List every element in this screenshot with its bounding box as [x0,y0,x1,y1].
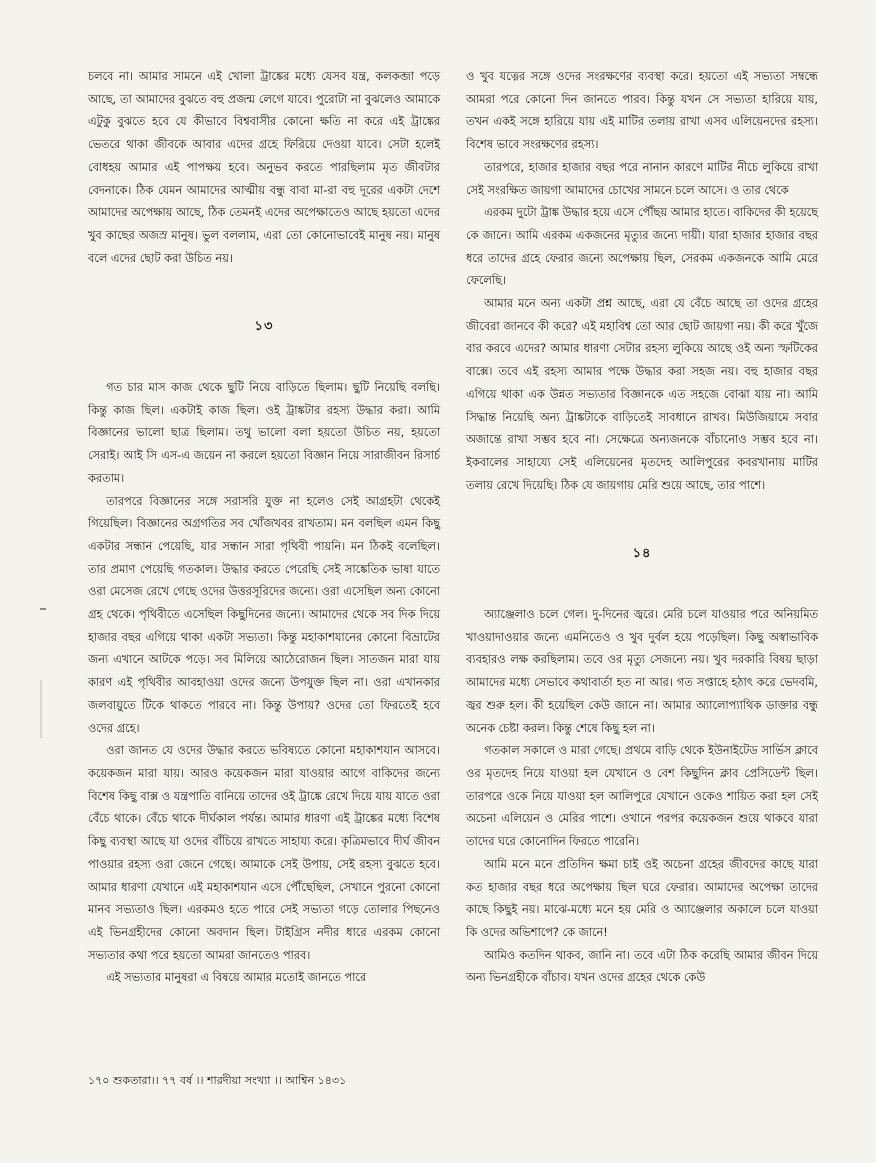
right-paragraph-7: আমি মনে মনে প্রতিদিন ক্ষমা চাই ওই অচেনা গ্রহের জীবদের কাছে যারা কত হাজার বছর ধরে অপেক্ষায় ছিল ঘরে ফেরার। আমাদের অপেক্ষা তাদের কাছে কিছুই নয়। মাঝে-মধ্যে মনে হয় মেরি ও অ্যাঞ্জেলার অকালে চলে যাওয়া কি ওদের অভিশাপে? কে জানে! [466,857,818,939]
left-paragraph-4: ওরা জানত যে ওদের উদ্ধার করতে ভবিষ্যতে কোনো মহাকাশযান আসবে। কয়েকজন মারা যায়। আরও কয়েকজন মারা যাওয়ার আগে বাকিদের জন্যে বিশেষ কিছু বাক্স ও যন্ত্রপাতি বানিয়ে তাদের ওই ট্রাঙ্কে রেখে দিয়ে যায় যাতে ওরা বেঁচে থাকে। বেঁচে থাকে দীর্ঘকাল পর্যন্ত। আমার ধারণা এই ট্রাঙ্কের মধ্যে বিশেষ কিছু ব্যবস্থা আছে যা ওদের বাঁচিয়ে রাখতে সাহায্য করে। কৃত্রিমভাবে দীর্ঘ জীবন পাওয়ার রহস্য ওরা জেনে গেছে। আমাকে সেই উপায়, সেই রহস্য বুঝতে হবে। আমার ধারণা যেখানে এই মহাকাশযান এসে পৌঁছেছিল, সেখানে পুরনো কোনো মানব সভ্যতাও ছিল। এরকমও হতে পারে সেই সভ্যতা গড়ে তোলার পিছনেও এই ভিনগ্রহীদের কোনো অবদান ছিল। টাইগ্রিস নদীর ধারে এরকম কোনো সভ্যতার কথা পরে হয়তো আমরা জানতেও পারব। [88,744,440,962]
left-column [88,66,440,990]
left-paragraph-1: চলবে না। আমার সামনে এই খোলা ট্রাঙ্কের মধ্যে যেসব যন্ত্র, কলকব্জা পড়ে আছে, তা আমাদের বুঝতে বহু প্রজন্ম লেগে যাবে। পুরোটা না বুঝলেও আমাকে এটুকু বুঝতে হবে যে কীভাবে বিশ্ববাসীর কোনো ক্ষতি না করে এই ট্রাঙ্কের ভেতরে থাকা জীবকে আবার এদের গ্রহে ফিরিয়ে দেওয়া যাবে। সেটা হলেই বোধহয় আমার এই পাপক্ষয় হবে। অনুভব করতে পারছিলাম মৃত জীবটার বেদনাকে। ঠিক যেমন আমাদের আত্মীয় বন্ধু বাবা মা-রা বহু দূরের একটা দেশে আমাদের অপেক্ষায় আছে, ঠিক তেমনই এদের অপেক্ষাতেও আছে হয়তো এদের খুব কাছের অজস্র মানুষ। ভুল বললাম, এরা তো কোনোভাবেই মানুষ নয়। মানুষ বলে এদের ছোট করা উচিত নয়। [88,70,440,265]
right-paragraph-2: তারপরে, হাজার হাজার বছর পরে নানান কারণে মাটির নীচে লুকিয়ে রাখা সেই সংরক্ষিত জায়গা আমাদের চোখের সামনে চলে আসে। ও তার থেকে [466,160,818,197]
right-paragraph-1: ও খুব যত্নের সঙ্গে ওদের সংরক্ষণের ব্যবস্থা করে। হয়তো এই সভ্যতা সম্বন্ধে আমরা পরে কোনো দিন জানতে পারব। কিন্তু যখন সে সভ্যতা হারিয়ে যায়, তখন একই সঙ্গে হারিয়ে যায় এই মাটির তলায় রাখা এসব এলিয়েনদের রহস্য। বিশেষ ভাবে সংরক্ষণের রহস্য। [466,70,818,152]
page-margin-mark [40,608,46,610]
right-paragraph-5: অ্যাঞ্জেলাও চলে গেল। দু-দিনের জ্বরে। মেরি চলে যাওয়ার পরে অনিয়মিত খাওয়াদাওয়ার জন্যে এমনিতেও ও খুব দুর্বল হয়ে পড়েছিল। কিছু অস্বাভাবিক ব্যবহারও লক্ষ করছিলাম। তবে ওর মৃত্যু সেজন্যে নয়। খুব দরকারি বিষয় ছাড়া আমাদের মধ্যে সেভাবে কথাবার্তা হত না আর। গত সপ্তাহে হঠাৎ করে ভেদবমি, জ্বর শুরু হল। কী হয়েছিল কেউ জানে না। আমার অ্যালোপ্যাথিক ডাক্তার বন্ধু অনেক চেষ্টা করল। কিন্তু শেষে কিছু হল না। [466,608,818,735]
section-number-14: ১৪ [632,546,652,562]
left-paragraph-5: এই সভ্যতার মানুষরা এ বিষয়ে আমার মতোই জানতে পারে [106,971,367,985]
section-number-13: ১৩ [254,319,274,335]
left-paragraph-3: তারপরে বিজ্ঞানের সঙ্গে সরাসরি যুক্ত না হলেও সেই আগ্রহটা থেকেই গিয়েছিল। বিজ্ঞানের অগ্রগতির সব খোঁজখবর রাখতাম। মন বলছিল এমন কিছু একটার সন্ধান পেয়েছি, যার সন্ধান সারা পৃথিবী পায়নি। মন ঠিকই বলেছিল। তার প্রমাণ পেয়েছি গতকাল। উদ্ধার করতে পেরেছি সেই সাঙ্কেতিক ভাষা যাতে ওরা মেসেজ রেখে গেছে ওদের উত্তরসূরিদের জন্যে। ওরা এসেছিল অন্য কোনো গ্রহ থেকে। পৃথিবীতে এসেছিল কিছুদিনের জন্যে। আমাদের থেকে সব দিক দিয়ে হাজার বছর এগিয়ে থাকা একটা সভ্যতা। কিন্তু মহাকাশযানের কোনো বিভ্রাটের জন্য এখানে আটকে পড়ে। সব মিলিয়ে আঠেরোজন ছিল। সাতজন মারা যায় কারণ এই পৃথিবীর আবহাওয়া ওদের জন্যে উপযুক্ত ছিল না। ওরা এখানকার জলবায়ুতে টিকে থাকতে পারবে না। কিন্তু উপায়? ওদের তো ফিরতেই হবে ওদের গ্রহে। [88,494,440,735]
right-paragraph-3: এরকম দুটো ট্রাঙ্ক উদ্ধার হয়ে এসে পৌঁছয় আমার হাতে। বাকিদের কী হয়েছে কে জানে। আমি এরকম একজনের মৃত্যুর জন্যে দায়ী। যারা হাজার হাজার বছর ধরে তাদের গ্রহে ফেরার জন্যে অপেক্ষায় ছিল, সেরকম একজনকে আমি মেরে ফেলেছি। [466,206,818,288]
right-paragraph-4: আমার মনে অন্য একটা প্রশ্ন আছে, এরা যে বেঁচে আছে তা ওদের গ্রহের জীবেরা জানবে কী করে? এই মহাবিশ্ব তো আর ছোট জায়গা নয়। কী করে খুঁজে বার করবে এদের? আমার ধারণা সেটার রহস্য লুকিয়ে আছে ওই অন্য স্ফটিকের বাক্সে। তবে এই রহস্য আমার পক্ষে উদ্ধার করা সহজ নয়। বহু হাজার বছর এগিয়ে থাকা এক উন্নত সভ্যতার বিজ্ঞানকে এত সহজে বোঝা যায় না। আমি সিদ্ধান্ত নিয়েছি অন্য ট্রাঙ্কটাকে বাড়িতেই সাবধানে রাখব। মিউজিয়ামে সবার অজান্তে রাখা সম্ভব হবে না। সেক্ষেত্রে অন্যজনকে বাঁচানোও সম্ভব হবে না। ইকবালের সাহায্যে সেই এলিয়েনের মৃতদেহ আলিপুরের কবরখানায় মাটির তলায় রেখে দিয়েছি। ঠিক যে জায়গায় মেরি শুয়ে আছে, তার পাশে। [466,297,818,492]
right-column [466,66,818,990]
right-paragraph-8: আমিও কতদিন থাকব, জানি না। তবে এটা ঠিক করেছি আমার জীবন দিয়ে অন্য ভিনগ্রহীকে বাঁচাব। যখন ওদের গ্রহের থেকে কেউ [466,948,818,985]
right-paragraph-6: গতকাল সকালে ও মারা গেছে। প্রথমে বাড়ি থেকে ইউনাইটেড সার্ভিস ক্লাবে ওর মৃতদেহ নিয়ে যাওয়া হল যেখানে ও বেশ কিছুদিন ক্লাব প্রেসিডেন্ট ছিল। তারপরে ওকে নিয়ে যাওয়া হল আলিপুরে যেখানে ওকেও শায়িত করা হল সেই অচেনা এলিয়েন ও মেরির পাশে। ওখানে পরপর কয়েকজন শুয়ে থাকবে যারা তাদের ঘরে কোনোদিন ফিরতে পারেনি। [466,744,818,849]
page-binding-mark [40,680,42,738]
page-footer: ১৭০ শুকতারা।। ৭৭ বর্ষ ।। শারদীয়া সংখ্যা ।। আশ্বিন ১৪৩১ [88,1074,347,1087]
left-paragraph-2: গত চার মাস কাজ থেকে ছুটি নিয়ে বাড়িতে ছিলাম। ছুটি নিয়েছি বলছি। কিন্তু কাজ ছিল। একটাই কাজ ছিল। ওই ট্রাঙ্কটার রহস্য উদ্ধার করা। আমি বিজ্ঞানের ভালো ছাত্র ছিলাম। তথু ভালো বলা হয়তো উচিত নয়, হয়তো সেরাই। আই সি এস-এ জয়েন না করলে হয়তো বিজ্ঞান নিয়ে সারাজীবন রিসার্চ করতাম। [88,381,440,485]
